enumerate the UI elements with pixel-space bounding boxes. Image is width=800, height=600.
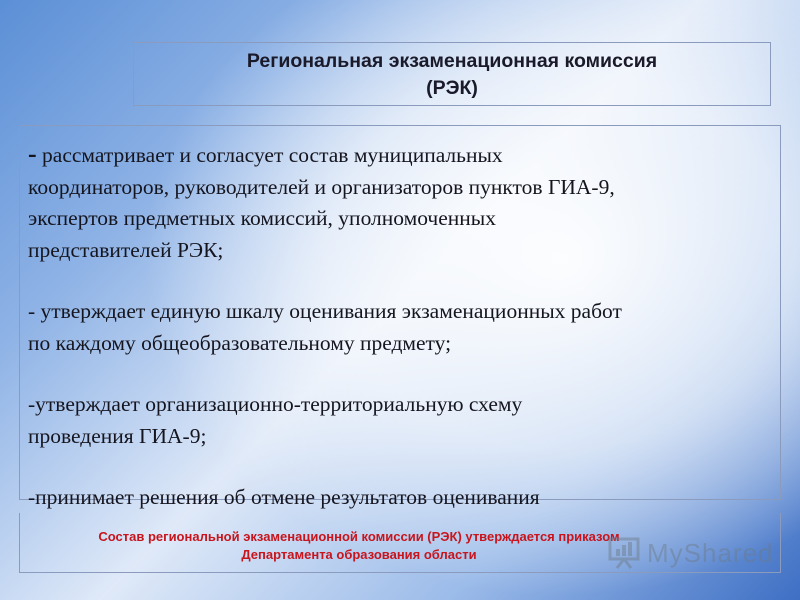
presentation-board-icon: [607, 536, 643, 570]
item2-line-1: - утверждает единую шкалу оценивания экзаменационных работ: [28, 299, 622, 323]
slide-title: [133, 42, 771, 106]
item2-line-2: по каждому общеобразовательному предмету;: [28, 330, 452, 355]
footer-note: [19, 528, 699, 564]
slide-body: [28, 138, 778, 514]
item1-dash: -: [28, 139, 37, 168]
item1-line-1-text: рассматривает и согласует состав муниципальных: [36, 143, 503, 167]
item3-line-2: проведения ГИА-9;: [28, 423, 207, 448]
watermark-text: MyShared: [647, 538, 774, 568]
watermark: [607, 536, 777, 570]
footer-line-2: Департамента образования области: [241, 547, 477, 562]
title-line-1: Региональная экзаменационная комиссия: [246, 50, 658, 72]
item3-line-1: -утверждает организационно-территориальную схему: [28, 392, 523, 416]
item4-line-1: -принимает решения об отмене результатов оценивания: [28, 485, 540, 509]
footer-line-1: Состав региональной экзаменационной комиссии (РЭК) утверждается приказом: [98, 529, 620, 544]
item1-line-4: представителей РЭК;: [28, 237, 224, 262]
item1-line-1: [28, 138, 778, 172]
item1-line-2: координаторов, руководителей и организаторов пунктов ГИА-9,: [28, 174, 615, 199]
item1-line-3: экспертов предметных комиссий, уполномоченных: [28, 206, 496, 230]
title-line-2: (РЭК): [426, 77, 478, 99]
